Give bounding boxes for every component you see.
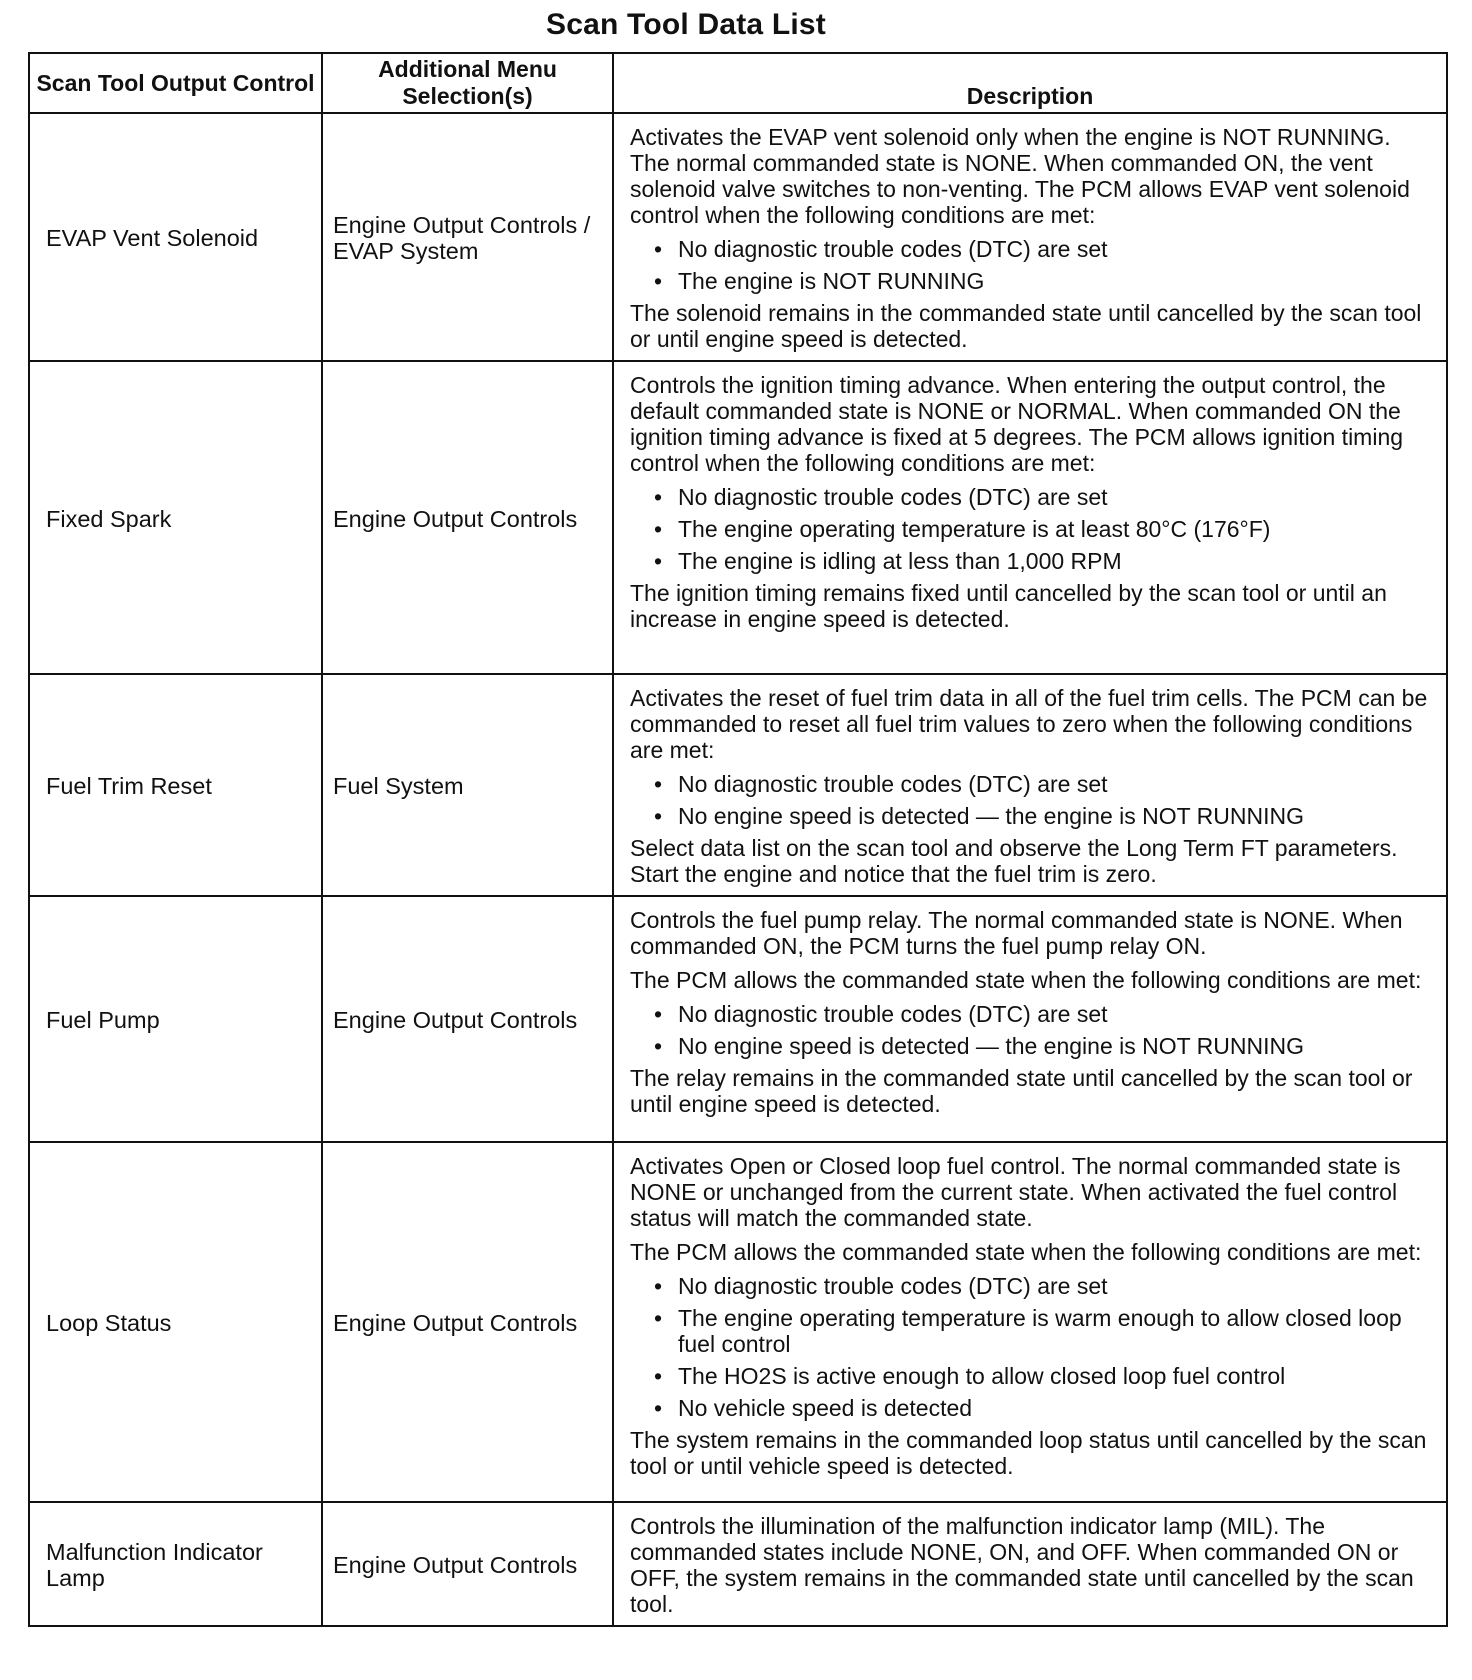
output-control-cell: Loop Status <box>29 1142 322 1502</box>
scan-tool-data-table <box>28 52 1448 1627</box>
menu-selection-cell: Engine Output Controls / EVAP System <box>322 113 613 361</box>
output-control-cell: Fuel Trim Reset <box>29 674 322 896</box>
condition-item: • The engine operating temperature is at least 80°C (176°F) <box>630 516 1434 542</box>
menu-selection-cell: Engine Output Controls <box>322 361 613 674</box>
description-note: The ignition timing remains fixed until cancelled by the scan tool or until an increase in engine speed is detected. <box>630 580 1387 632</box>
condition-item: • No vehicle speed is detected <box>630 1395 1434 1421</box>
description-note: Select data list on the scan tool and observe the Long Term FT parameters. Start the engine and notice that the fuel trim is zero. <box>630 835 1398 887</box>
description-intro: Controls the illumination of the malfunction indicator lamp (MIL). The commanded states include NONE, ON, and OFF. When commanded ON or OFF, the system remains in the commanded state until cancelled by the scan tool. <box>630 1513 1414 1617</box>
condition-item: • No diagnostic trouble codes (DTC) are set <box>630 236 1434 262</box>
description-note: The relay remains in the commanded state until cancelled by the scan tool or until engine speed is detected. <box>630 1065 1413 1117</box>
conditions-list <box>630 1273 1434 1421</box>
header-menu-selection: Additional Menu Selection(s) <box>322 53 613 113</box>
condition-item: • No diagnostic trouble codes (DTC) are set <box>630 1273 1434 1299</box>
menu-selection-cell: Engine Output Controls <box>322 1502 613 1626</box>
menu-selection-cell: Engine Output Controls <box>322 896 613 1142</box>
table-row <box>29 896 1447 1142</box>
output-control-cell: Fuel Pump <box>29 896 322 1142</box>
description-intro-2: The PCM allows the commanded state when the following conditions are met: <box>630 967 1422 993</box>
header-output-control: Scan Tool Output Control <box>29 53 322 113</box>
conditions-list <box>630 1001 1434 1059</box>
description-note: The system remains in the commanded loop status until cancelled by the scan tool or until vehicle speed is detected. <box>630 1427 1427 1479</box>
condition-item: • No engine speed is detected — the engine is NOT RUNNING <box>630 1033 1434 1059</box>
output-control-cell: Malfunction Indicator Lamp <box>29 1502 322 1626</box>
condition-item: • The engine is idling at less than 1,000 RPM <box>630 548 1434 574</box>
header-description: Description <box>613 53 1447 113</box>
description-cell <box>613 674 1447 896</box>
condition-item: • The engine operating temperature is warm enough to allow closed loop fuel control <box>630 1305 1434 1357</box>
output-control-cell: EVAP Vent Solenoid <box>29 113 322 361</box>
menu-selection-cell: Engine Output Controls <box>322 1142 613 1502</box>
condition-item: • No engine speed is detected — the engine is NOT RUNNING <box>630 803 1434 829</box>
conditions-list <box>630 771 1434 829</box>
condition-item: • No diagnostic trouble codes (DTC) are set <box>630 1001 1434 1027</box>
menu-selection-cell: Fuel System <box>322 674 613 896</box>
table-header-row <box>29 53 1447 113</box>
condition-item: • The engine is NOT RUNNING <box>630 268 1434 294</box>
condition-item: • The HO2S is active enough to allow closed loop fuel control <box>630 1363 1434 1389</box>
table-row <box>29 674 1447 896</box>
output-control-cell: Fixed Spark <box>29 361 322 674</box>
conditions-list <box>630 236 1434 294</box>
description-cell <box>613 896 1447 1142</box>
description-intro: Activates the reset of fuel trim data in all of the fuel trim cells. The PCM can be commanded to reset all fuel trim values to zero when the following conditions are met: <box>630 685 1428 763</box>
condition-item: • No diagnostic trouble codes (DTC) are set <box>630 771 1434 797</box>
description-intro: Controls the ignition timing advance. When entering the output control, the default commanded state is NONE or NORMAL. When commanded ON the ignition timing advance is fixed at 5 degrees. The PCM allows ignition timing control when the following conditions are met: <box>630 372 1404 476</box>
description-note: The solenoid remains in the commanded state until cancelled by the scan tool or until engine speed is detected. <box>630 300 1422 352</box>
table-row <box>29 1502 1447 1626</box>
description-intro: Controls the fuel pump relay. The normal commanded state is NONE. When commanded ON, the PCM turns the fuel pump relay ON. <box>630 907 1403 959</box>
description-intro: Activates Open or Closed loop fuel control. The normal commanded state is NONE or unchanged from the current state. When activated the fuel control status will match the commanded state. <box>630 1153 1401 1231</box>
page-title: Scan Tool Data List <box>546 8 826 41</box>
description-cell <box>613 113 1447 361</box>
description-cell <box>613 1502 1447 1626</box>
table-row <box>29 1142 1447 1502</box>
description-intro-2: The PCM allows the commanded state when the following conditions are met: <box>630 1239 1422 1265</box>
description-cell <box>613 361 1447 674</box>
table-row <box>29 361 1447 674</box>
condition-item: • No diagnostic trouble codes (DTC) are set <box>630 484 1434 510</box>
conditions-list <box>630 484 1434 574</box>
description-cell <box>613 1142 1447 1502</box>
table-row <box>29 113 1447 361</box>
description-intro: Activates the EVAP vent solenoid only when the engine is NOT RUNNING. The normal commanded state is NONE. When commanded ON, the vent solenoid valve switches to non-venting. The PCM allows EVAP vent solenoid control when the following conditions are met: <box>630 124 1410 228</box>
